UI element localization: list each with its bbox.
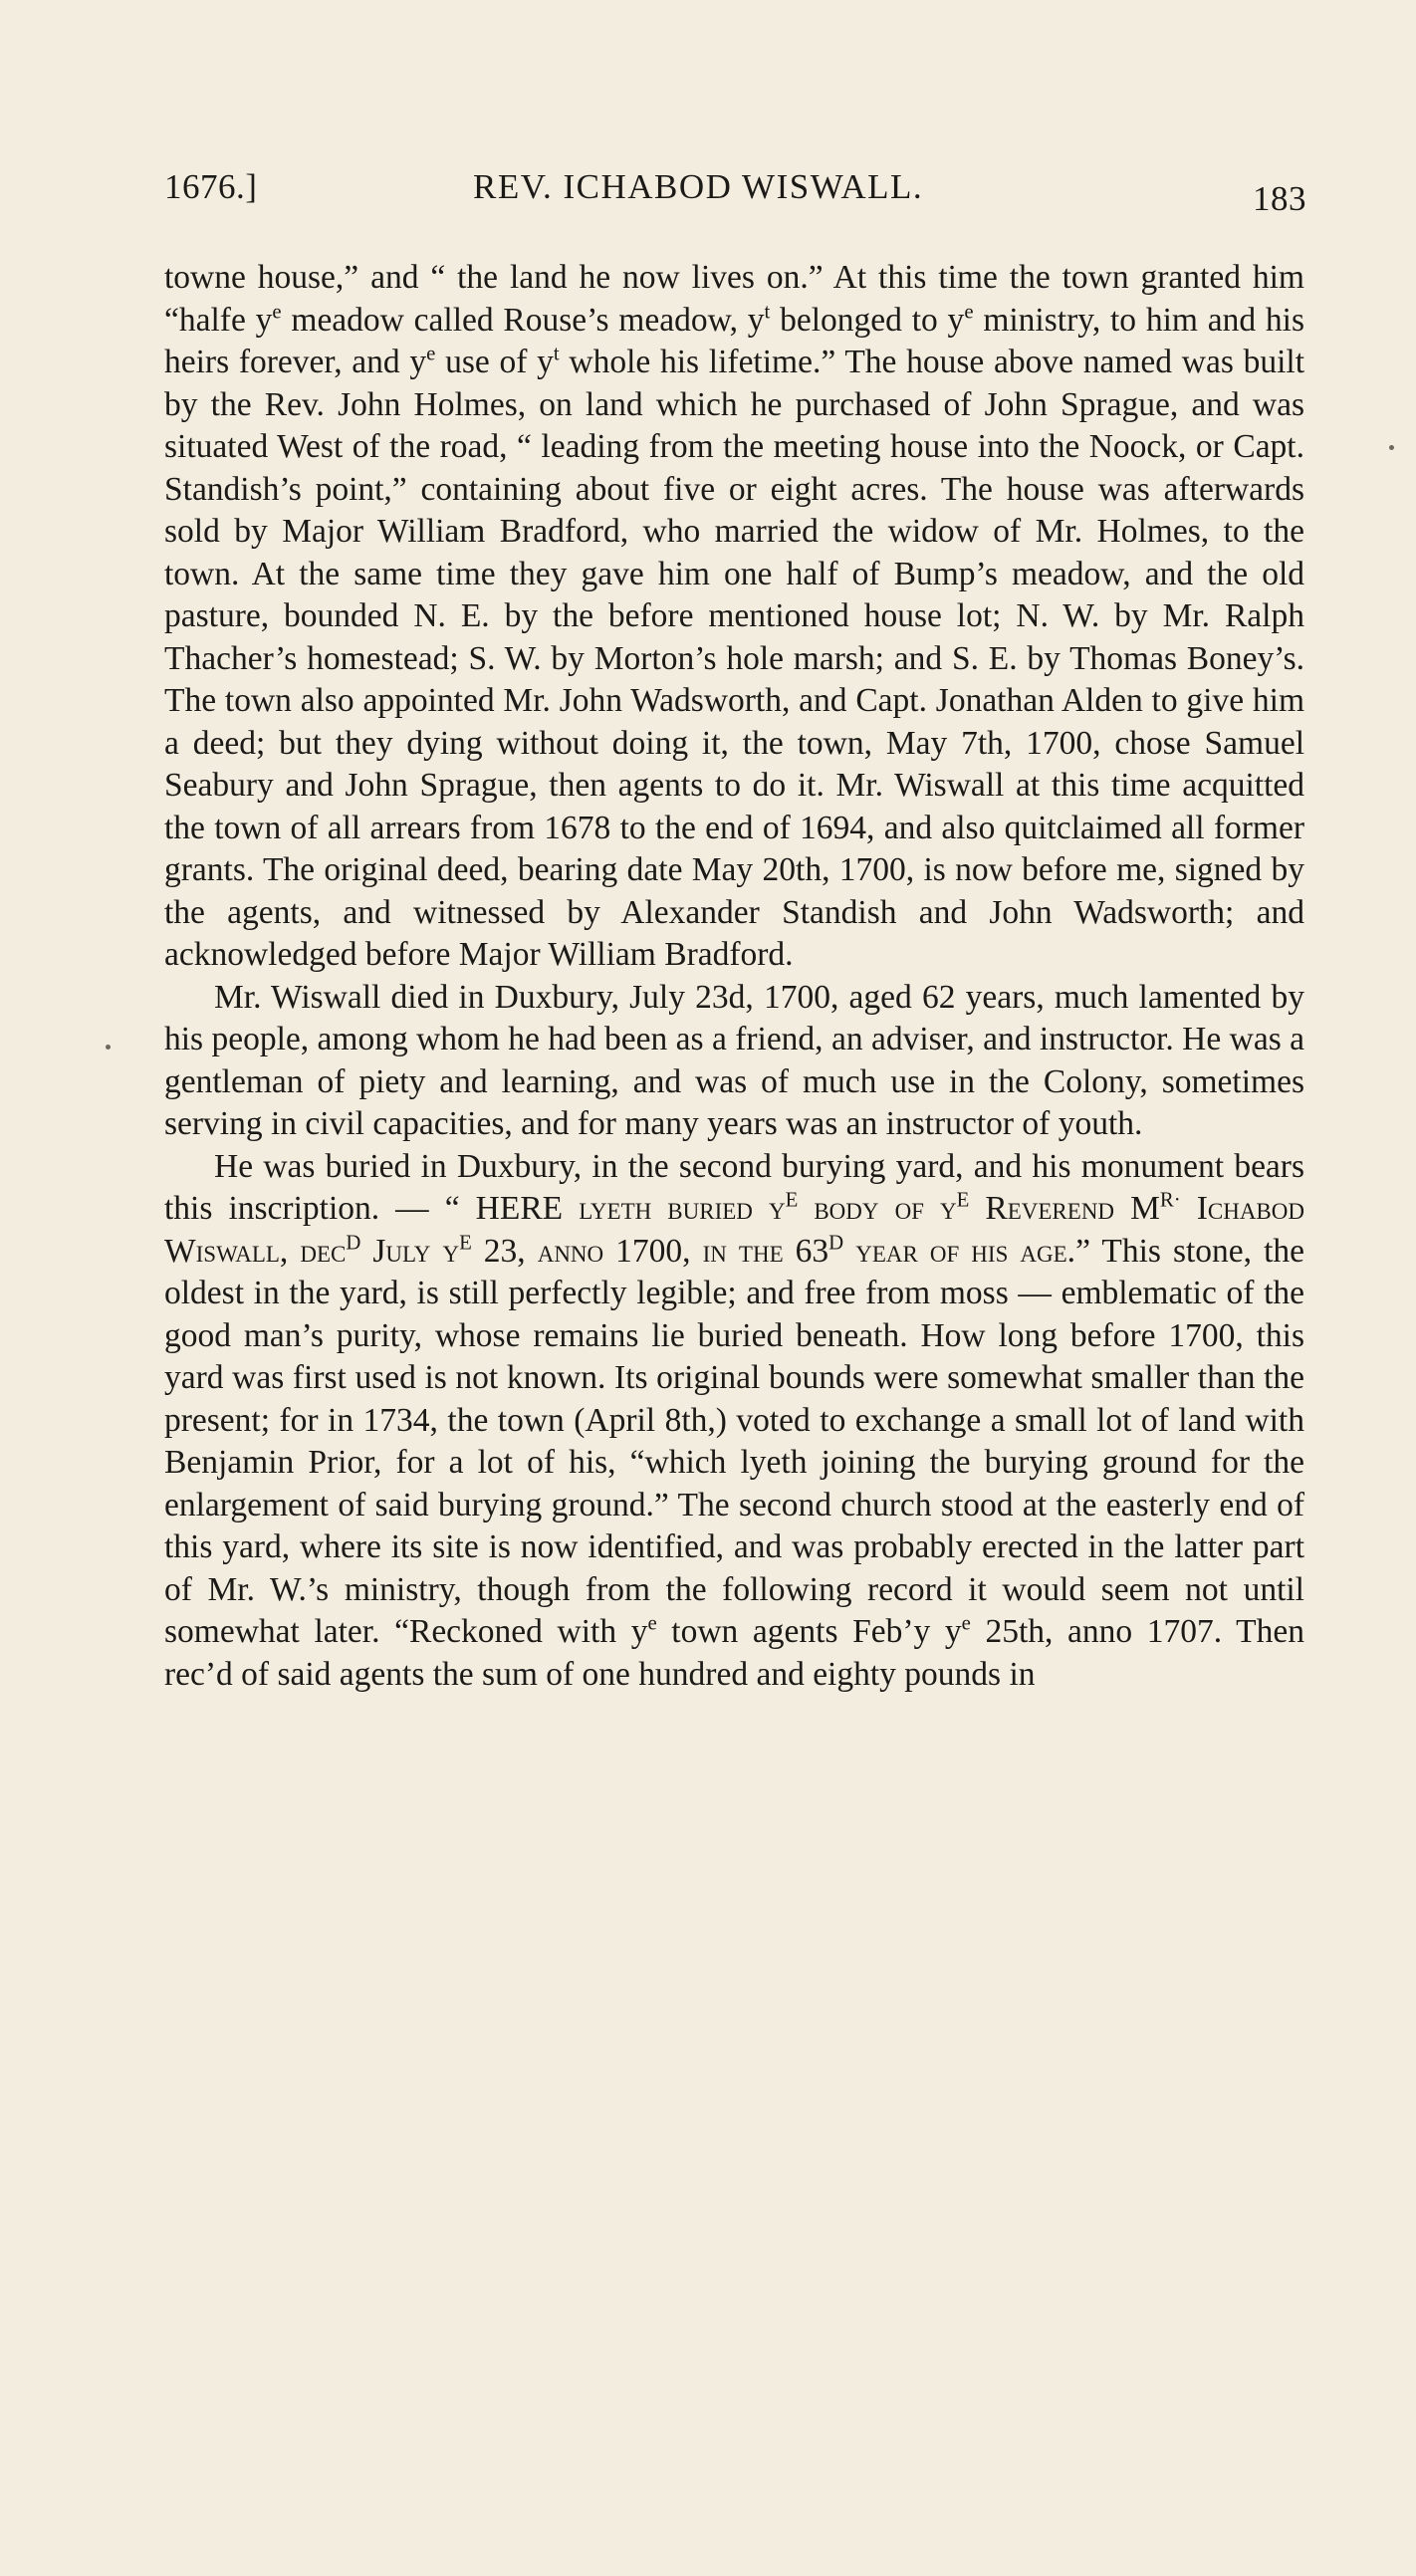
p3-text-1: He was buried in Duxbury, in the second burying yard, and his monument bears this inscription. — “ HERE xyxy=(164,1147,1304,1227)
p3-text-2: ” This stone, the oldest in the yard, is still perfectly legible; and free from moss — emblematic of the good man’s purity, whose remains lie buried beneath. How long before 1700, this yard was first used is not known. Its original bounds were somewhat smaller than the present; for in 1734, the town (April 8th,) voted to exchange a small lot of land with Benjamin Prior, for a lot of his, “which lyeth joining the burying ground for the enlargement of said burying ground.” The second church stood at the easterly end of this yard, where its site is now identified, and was probably erected in the latter part of Mr. W.’s ministry, though from the following record it would seem not until somewhat later. “Reckoned with y xyxy=(164,1232,1305,1650)
header-title: REV. ICHABOD WISWALL. xyxy=(473,167,924,206)
sup-R: R· xyxy=(1159,1188,1181,1212)
paragraph-3 xyxy=(164,1146,1304,1697)
inscription-4: Ichabod Wiswall, dec xyxy=(164,1190,1304,1270)
ink-speck xyxy=(106,1045,111,1050)
sup-D: D xyxy=(346,1231,361,1255)
sup-e: e xyxy=(272,300,282,324)
p3-text-4: 25th, anno 1707. Then rec’d of said agents the sum of one hundred and eighty pounds in xyxy=(164,1613,1304,1693)
inscription-1: lyeth buried y xyxy=(579,1190,786,1227)
p1-text-3: belonged to y xyxy=(770,301,965,339)
running-header xyxy=(0,167,1416,217)
page-number: 183 xyxy=(1253,179,1306,218)
header-year: 1676.] xyxy=(164,167,258,206)
inscription-6: 23, anno 1700, in the 63 xyxy=(471,1232,829,1270)
paragraph-1 xyxy=(164,257,1304,977)
paragraph-2: Mr. Wiswall died in Duxbury, July 23d, 1700, aged 62 years, much lamented by his people, among whom he had been as a friend, an adviser, and instructor. He was a gentleman of piety and learning, and was of much use in the Colony, sometimes serving in civil capacities, and for many years was an instructor of youth. xyxy=(164,978,1304,1142)
p1-text-5: use of y xyxy=(435,344,554,380)
p1-text-1: towne house,” and “ the land he now lives on.” At this time the town granted him “halfe y xyxy=(164,259,1304,339)
p1-text-4: ministry, to him and his heirs forever, and y xyxy=(164,301,1304,380)
body-text xyxy=(164,257,1304,1696)
p1-text-2: meadow called Rouse’s meadow, y xyxy=(281,301,765,339)
ink-speck xyxy=(1389,445,1394,450)
sup-E: E xyxy=(785,1188,799,1212)
sup-t: t xyxy=(553,342,560,365)
inscription-3: Reverend M xyxy=(969,1190,1160,1227)
p3-text-3: town agents Feb’y y xyxy=(656,1613,962,1650)
sup-t: t xyxy=(764,300,771,324)
sup-e: e xyxy=(964,300,974,324)
sup-e: e xyxy=(961,1611,971,1635)
sup-E: E xyxy=(956,1188,970,1212)
sup-e: e xyxy=(647,1611,657,1635)
p1-text-6: whole his lifetime.” The house above named was built by the Rev. John Holmes, on land which he purchased of John Sprague, and was situated West of the road, “ leading from the meeting house into the Noock, or Capt. Standish’s point,” containing about five or eight acres. The house was afterwards sold by Major William Bradford, who married the widow of Mr. Holmes, to the town. At the same time they gave him one half of Bump’s meadow, and the old pasture, bounded N. E. by the before mentioned house lot; N. W. by Mr. Ralph Thacher’s homestead; S. W. by Morton’s hole marsh; and S. E. by Thomas Boney’s. The town also appointed Mr. John Wadsworth, and Capt. Jonathan Alden to give him a deed; but they dying without doing it, the town, May 7th, 1700, chose Samuel Seabury and John Sprague, then agents to do it. Mr. Wiswall at this time acquitted the town of all arrears from 1678 to the end of 1694, and also quitclaimed all former grants. The original deed, bearing date May 20th, 1700, is now before me, signed by the agents, and witnessed by Alexander Standish and John Wadsworth; and acknowledged before Major William Bradford. xyxy=(164,344,1305,973)
sup-D: D xyxy=(828,1231,844,1255)
inscription-5: July y xyxy=(360,1232,460,1270)
sup-e: e xyxy=(426,342,436,365)
inscription-7: year of his age. xyxy=(843,1232,1076,1270)
sup-E: E xyxy=(459,1231,472,1255)
inscription-2: body of y xyxy=(798,1190,957,1227)
